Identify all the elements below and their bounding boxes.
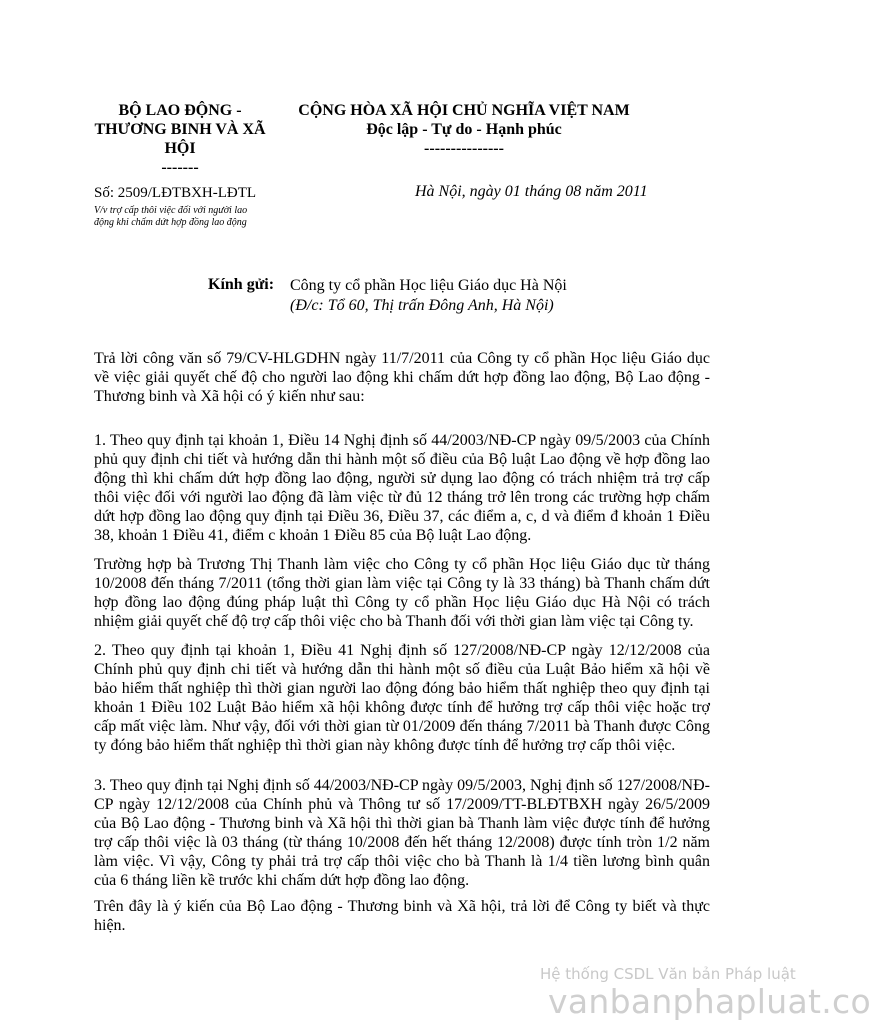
body-paragraph-2: 2. Theo quy định tại khoản 1, Điều 41 Nghị định số 127/2008/NĐ-CP ngày 12/12/2008 của Chính phủ quy định chi tiết và hướng dẫn thi hành một số điều của Luật Bảo hiểm xã hội về bảo hiểm thất nghiệp thì thời gian người lao động đóng bảo hiểm thất nghiệp theo quy định tại khoản 1 Điều 102 Luật Bảo hiểm xã hội không được tính để hưởng trợ cấp thôi việc hoặc trợ cấp mất việc làm. Như vậy, đối với thời gian từ 01/2009 đến tháng 7/2011 bà Thanh được Công ty đóng bảo hiểm thất nghiệp thì thời gian này không được tính để hưởng trợ cấp thôi việc. xyxy=(94,642,710,754)
recipient-label: Kính gửi: xyxy=(208,276,275,293)
republic-title: CỘNG HÒA XÃ HỘI CHỦ NGHĨA VIỆT NAM xyxy=(298,102,630,119)
national-header xyxy=(284,101,644,158)
body-paragraph-case: Trường hợp bà Trương Thị Thanh làm việc cho Công ty cổ phần Học liệu Giáo dục từ tháng 10/2008 đến tháng 7/2011 (tổng thời gian làm việc tại Công ty là 33 tháng) bà Thanh chấm dứt hợp đồng lao động đúng pháp luật thì Công ty cổ phần Học liệu Giáo dục Hà Nội có trách nhiệm giải quyết chế độ trợ cấp thôi việc cho bà Thanh đối với thời gian làm việc tại Công ty. xyxy=(94,556,710,630)
body-paragraph-3: 3. Theo quy định tại Nghị định số 44/2003/NĐ-CP ngày 09/5/2003, Nghị định số 127/2008/NĐ-CP ngày 12/12/2008 của Chính phủ và Thông tư số 17/2009/TT-BLĐTBXH ngày 26/5/2009 của Bộ Lao động - Thương binh và Xã hội thì thời gian bà Thanh làm việc được tính để hưởng trợ cấp thôi việc là 03 tháng (từ tháng 10/2008 đến hết tháng 12/2008) được tính tròn 1/2 năm làm việc. Vì vậy, Công ty phải trả trợ cấp thôi việc cho bà Thanh là 1/4 tiền lương bình quân của 6 tháng liền kề trước khi chấm dứt hợp đồng lao động. xyxy=(94,777,710,889)
ministry-name-line2: THƯƠNG BINH VÀ XÃ xyxy=(94,121,266,138)
issuing-authority xyxy=(82,101,278,177)
subject-line2: động khi chấm dứt hợp đồng lao động xyxy=(94,217,247,228)
body-paragraph-1: 1. Theo quy định tại khoản 1, Điều 14 Nghị định số 44/2003/NĐ-CP ngày 09/5/2003 của Chính phủ quy định chi tiết và hướng dẫn thi hành một số điều của Bộ luật Lao động về hợp đồng lao động thì khi chấm dứt hợp đồng lao động, người sử dụng lao động có trách nhiệm trả trợ cấp thôi việc đối với người lao động đã làm việc từ đủ 12 tháng trở lên trong các trường hợp chấm dứt hợp đồng lao động quy định tại Điều 36, Điều 37, các điểm a, c, d và điểm đ khoản 1 Điều 38, khoản 1 Điều 41, điểm c khoản 1 Điều 85 của Bộ luật Lao động. xyxy=(94,432,710,544)
ministry-name-line1: BỘ LAO ĐỘNG - xyxy=(118,102,242,119)
ministry-rule: ------- xyxy=(161,159,199,176)
document-number: Số: 2509/LĐTBXH-LĐTL xyxy=(94,185,257,201)
body-paragraph-closing: Trên đây là ý kiến của Bộ Lao động - Thương binh và Xã hội, trả lời để Công ty biết và thực hiện. xyxy=(94,898,710,934)
recipient-address: (Đ/c: Tổ 60, Thị trấn Đông Anh, Hà Nội) xyxy=(290,297,554,314)
recipient-name: Công ty cổ phần Học liệu Giáo dục Hà Nội xyxy=(290,277,567,294)
recipient-block xyxy=(290,276,567,316)
watermark-caption: Hệ thống CSDL Văn bản Pháp luật xyxy=(540,965,796,983)
national-motto: Độc lập - Tự do - Hạnh phúc xyxy=(366,121,562,138)
subject-line1: V/v trợ cấp thôi việc đối với người lao xyxy=(94,205,248,216)
ministry-name-line3: HỘI xyxy=(164,140,196,157)
motto-rule: --------------- xyxy=(424,140,504,157)
body-paragraph-intro: Trả lời công văn số 79/CV-HLGDHN ngày 11/7/2011 của Công ty cổ phần Học liệu Giáo dục về việc giải quyết chế độ cho người lao động khi chấm dứt hợp đồng lao động, Bộ Lao động - Thương binh và Xã hội có ý kiến như sau: xyxy=(94,350,710,405)
place-date: Hà Nội, ngày 01 tháng 08 năm 2011 xyxy=(415,183,648,200)
document-subject xyxy=(94,205,294,229)
watermark-site: vanbanphapluat.co xyxy=(548,982,871,1021)
